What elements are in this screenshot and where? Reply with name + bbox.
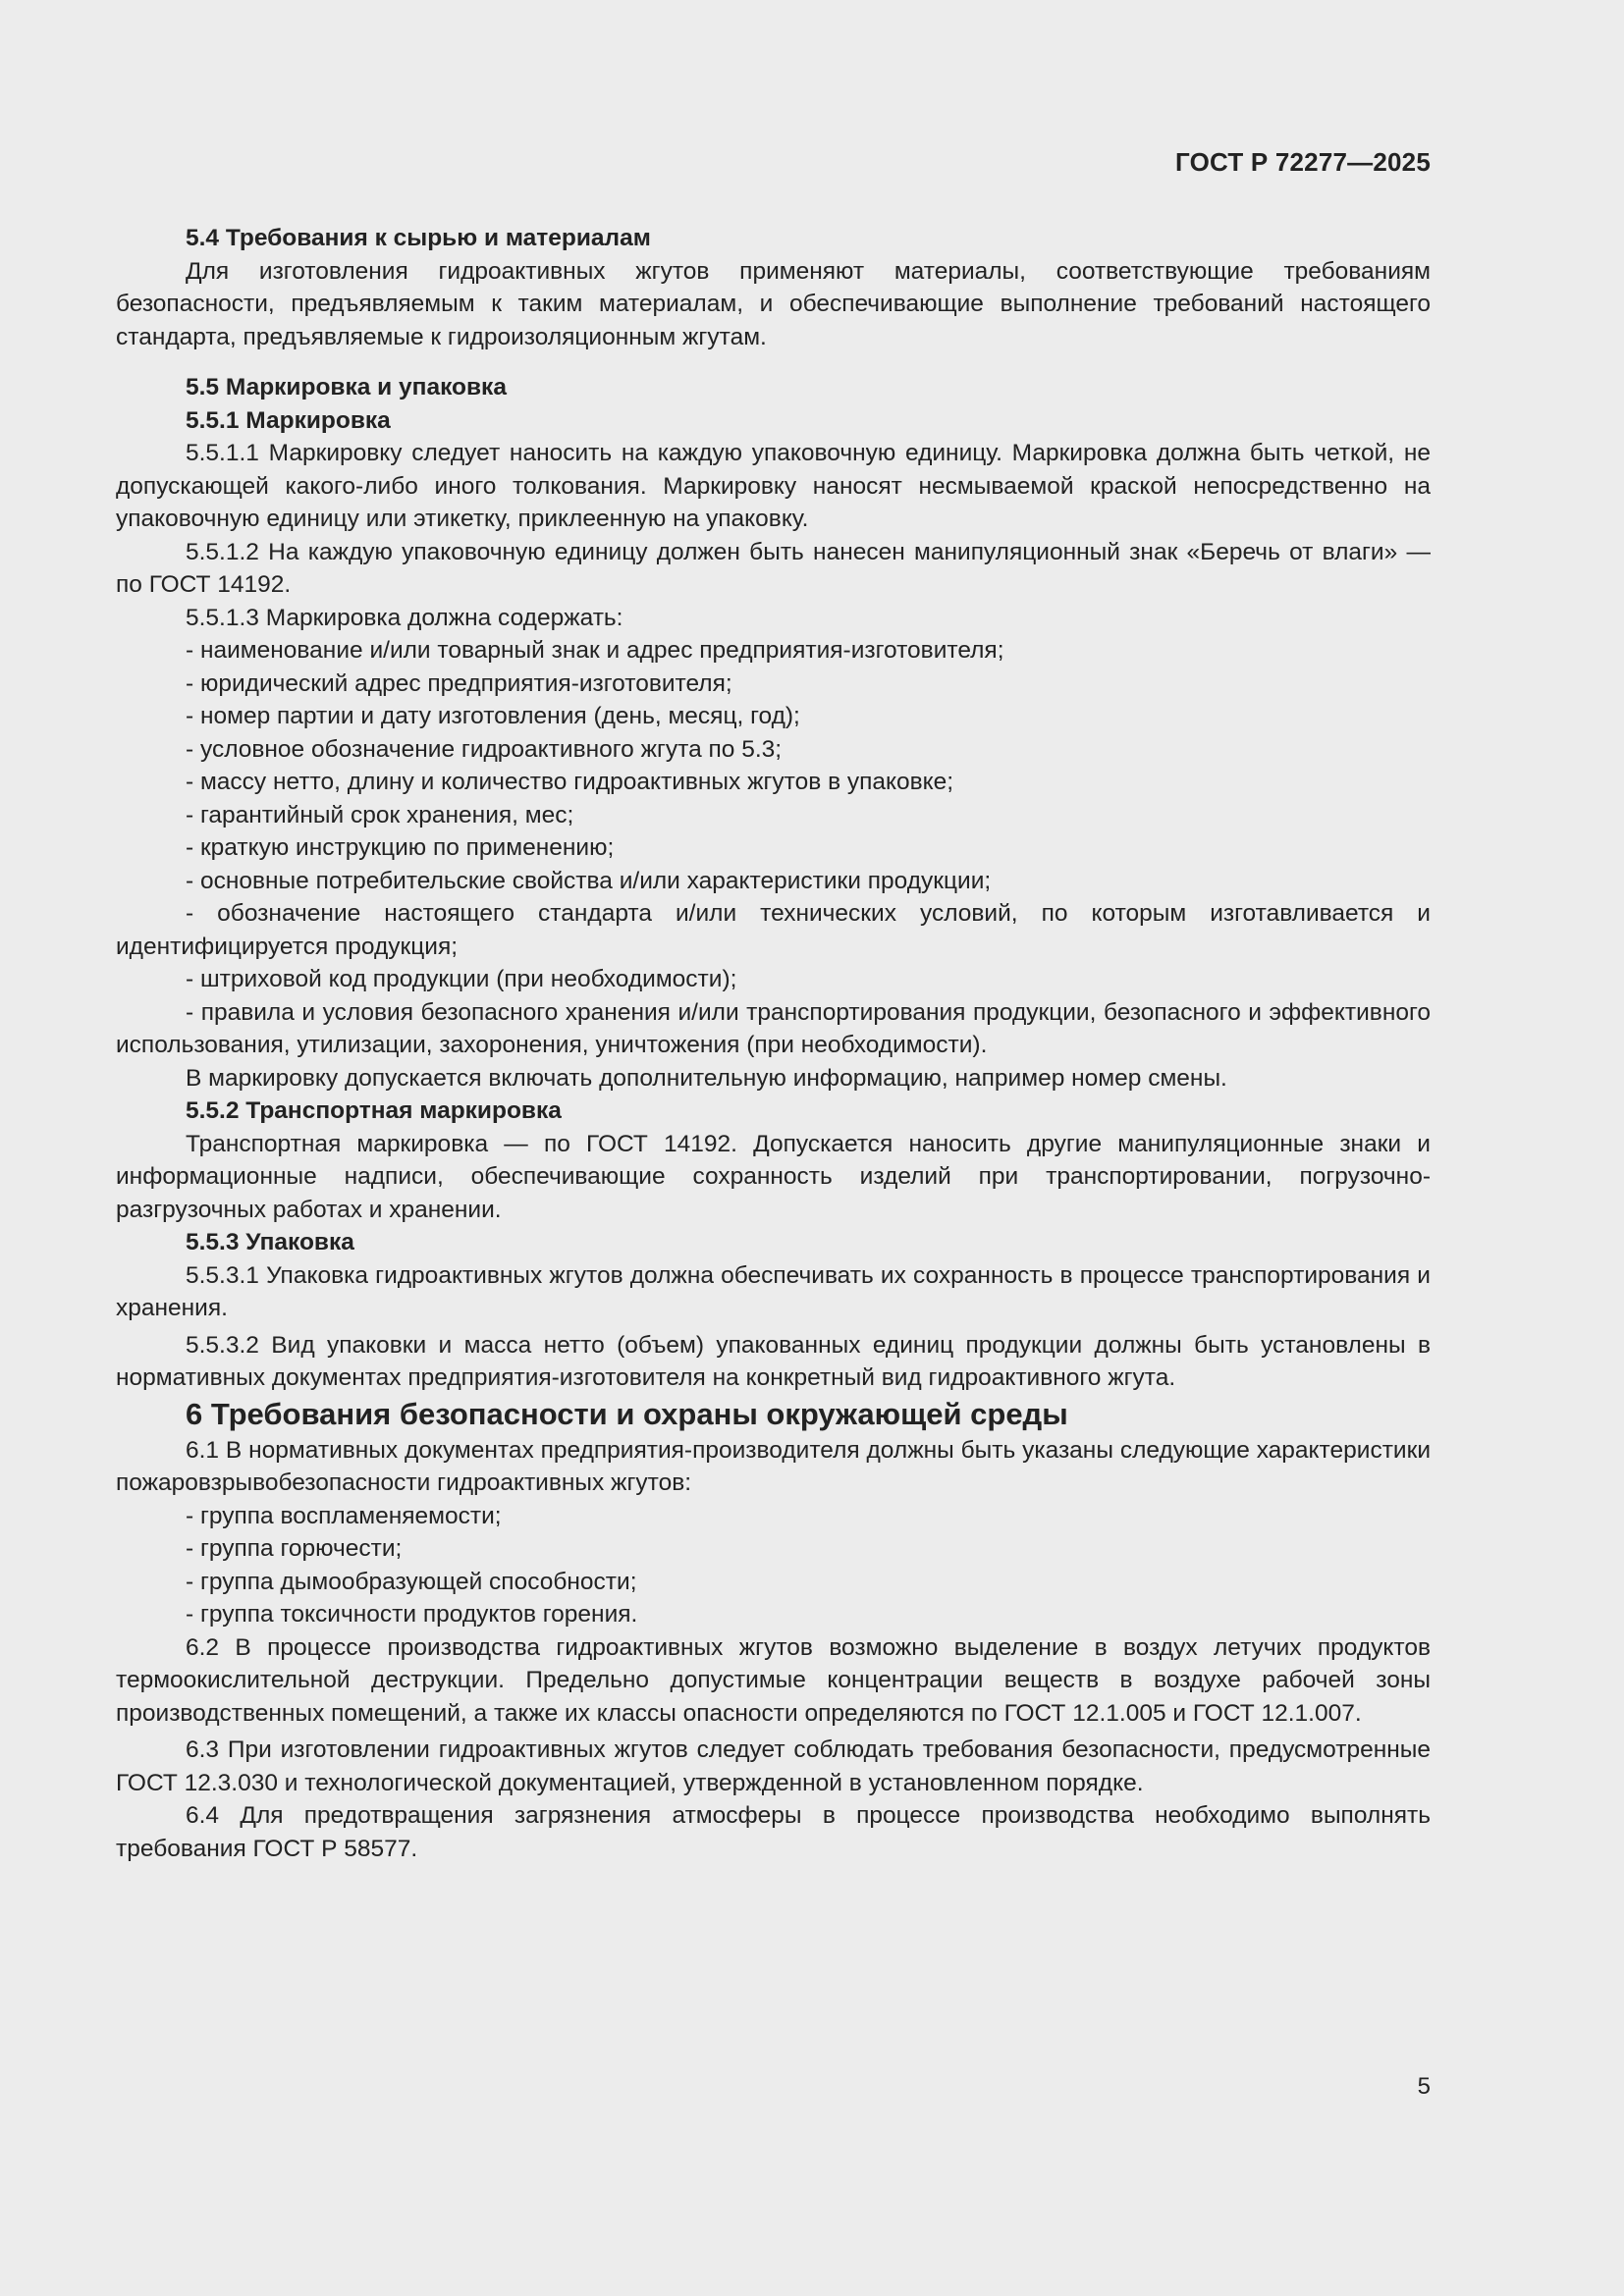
section-5-5-heading: 5.5 Маркировка и упаковка [186,374,507,400]
clause-6-1: 6.1 В нормативных документах предприятия-производителя должны быть указаны следующие характеристики пожаровзрывобезопасности гидроактивных жгутов: [116,1436,1431,1496]
marking-extra-info: В маркировку допускается включать дополнительную информацию, например номер смены. [186,1064,1227,1092]
section-5-5-3-heading: 5.5.3 Упаковка [186,1229,354,1255]
section-5-5-1-heading: 5.5.1 Маркировка [186,406,391,434]
page-number: 5 [1417,2073,1431,2100]
list-item: - основные потребительские свойства и/или характеристики продукции; [186,867,992,894]
page-content [116,222,1431,1865]
list-item: - группа дымообразующей способности; [186,1568,637,1595]
list-item: - условное обозначение гидроактивного жгута по 5.3; [186,735,783,763]
marking-requirements-list [116,634,1431,1062]
fire-safety-list [116,1500,1431,1631]
clause-6-4: 6.4 Для предотвращения загрязнения атмосферы в процессе производства необходимо выполнять требования ГОСТ Р 58577. [116,1802,1431,1862]
transport-marking-paragraph: Транспортная маркировка — по ГОСТ 14192. Допускается наносить другие манипуляционные знаки и информационные надписи, обеспечивающие сохранность изделий при транспортировании, погрузочно-разгрузочных работах и хранении. [116,1130,1431,1223]
list-item: - юридический адрес предприятия-изготовителя; [186,669,732,697]
list-item: - группа горючести; [186,1535,403,1562]
section-5-4-heading: 5.4 Требования к сырью и материалам [186,225,651,251]
list-item: - массу нетто, длину и количество гидроактивных жгутов в упаковке; [186,769,954,795]
list-item: - правила и условия безопасного хранения и/или транспортирования продукции, безопасного и эффективного использования, утилизации, захоронения, уничтожения (при необходимости). [116,998,1431,1058]
clause-5-5-1-1: 5.5.1.1 Маркировку следует наносить на каждую упаковочную единицу. Маркировка должна быть четкой, не допускающей какого-либо иного толкования. Маркировку наносят несмываемой краской непосредственно на упаковочную единицу или этикетку, приклеенную на упаковку. [116,440,1431,532]
list-item: - группа токсичности продуктов горения. [186,1601,638,1628]
list-item: - штриховой код продукции (при необходимости); [186,966,737,992]
chapter-6-heading: 6 Требования безопасности и охраны окружающей среды [186,1396,1068,1431]
clause-5-5-3-1: 5.5.3.1 Упаковка гидроактивных жгутов должна обеспечивать их сохранность в процессе транспортирования и хранения. [116,1261,1431,1321]
clause-5-5-1-3: 5.5.1.3 Маркировка должна содержать: [186,604,623,631]
clause-5-5-3-2: 5.5.3.2 Вид упаковки и масса нетто (объем) упакованных единиц продукции должны быть установлены в нормативных документах предприятия-изготовителя на конкретный вид гидроактивного жгута. [116,1331,1431,1391]
list-item: - гарантийный срок хранения, мес; [186,801,574,828]
list-item: - краткую инструкцию по применению; [186,834,615,861]
clause-6-2: 6.2 В процессе производства гидроактивных жгутов возможно выделение в воздух летучих продуктов термоокислительной деструкции. Предельно допустимые концентрации веществ в воздухе рабочей зоны производственных помещений, а также их классы опасности определяются по ГОСТ 12.1.005 и ГОСТ 12.1.007. [116,1633,1431,1727]
list-item: - номер партии и дату изготовления (день, месяц, год); [186,703,800,729]
list-item: - наименование и/или товарный знак и адрес предприятия-изготовителя; [186,637,1004,664]
list-item: - обозначение настоящего стандарта и/или технических условий, по которым изготавливается и идентифицируется продукция; [116,900,1431,960]
clause-5-5-1-2: 5.5.1.2 На каждую упаковочную единицу должен быть нанесен манипуляционный знак «Беречь от влаги» — по ГОСТ 14192. [116,538,1431,598]
section-5-5-2-heading: 5.5.2 Транспортная маркировка [186,1097,562,1124]
section-5-4-paragraph: Для изготовления гидроактивных жгутов применяют материалы, соответствующие требованиям безопасности, предъявляемым к таким материалам, и обеспечивающие выполнение требований настоящего стандарта, предъявляемые к гидроизоляционным жгутам. [116,257,1431,350]
list-item: - группа воспламеняемости; [186,1502,502,1529]
standard-designation: ГОСТ Р 72277—2025 [1175,147,1431,177]
clause-6-3: 6.3 При изготовлении гидроактивных жгутов следует соблюдать требования безопасности, предусмотренные ГОСТ 12.3.030 и технологической документацией, утвержденной в установленном порядке. [116,1736,1431,1796]
